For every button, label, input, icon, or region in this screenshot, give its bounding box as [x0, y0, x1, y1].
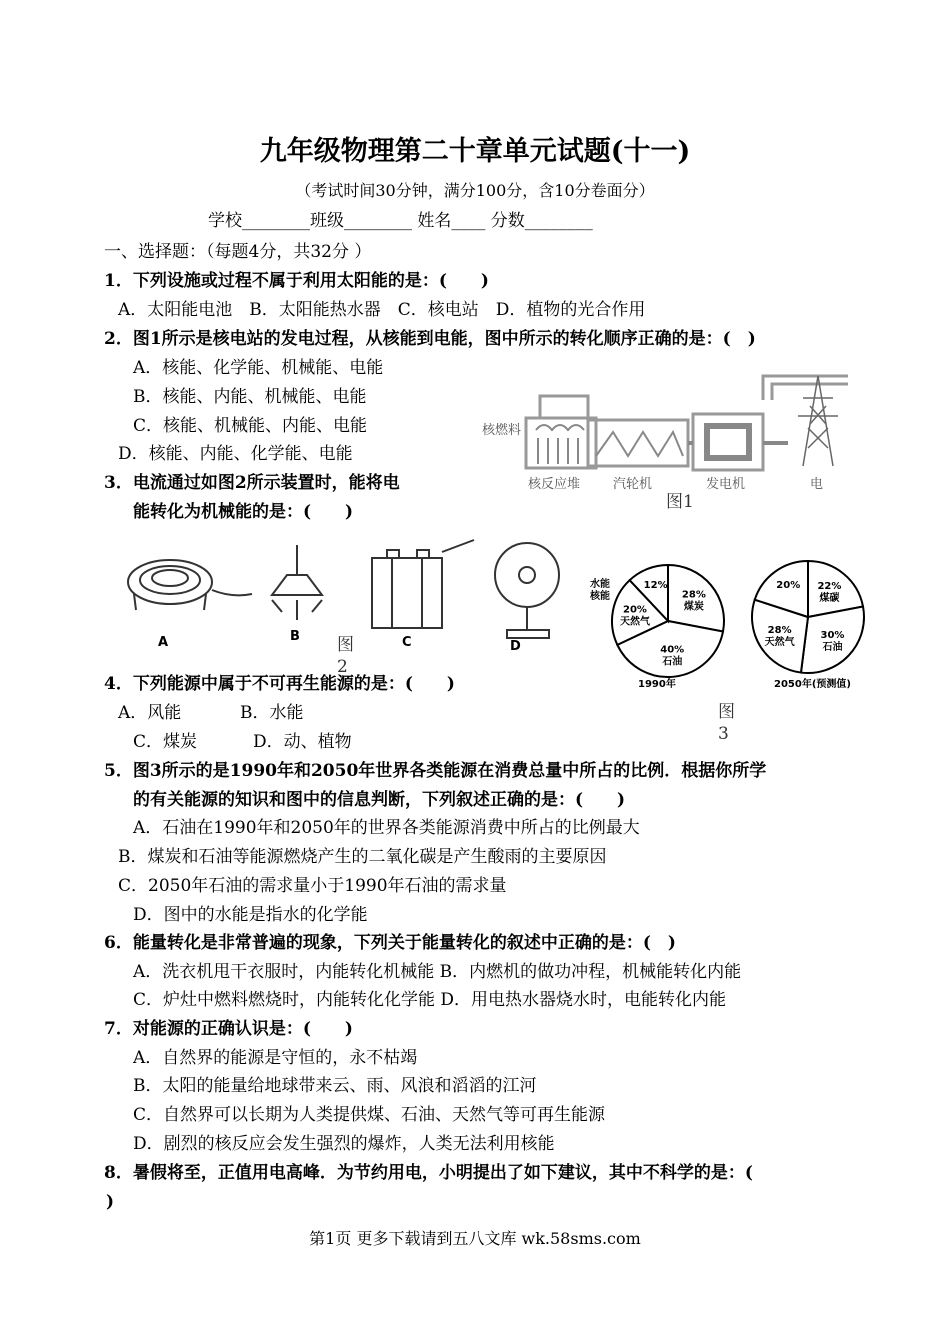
q8-stem-line2: ) — [106, 1192, 115, 1212]
pie2050-slice-2-pct: 28% — [767, 625, 792, 637]
q5-option-b: B．煤炭和石油等能源燃烧产生的二氧化碳是产生酸雨的主要原因 — [118, 847, 607, 867]
pie1990-slice-1-pct: 40% — [660, 644, 685, 656]
pie1990-slice-2-pct: 20% — [623, 604, 647, 616]
pie1990-slice-0-pct: 28% — [681, 589, 706, 601]
figure-3-energy-pies — [588, 555, 878, 695]
fig2-label-a: A — [158, 635, 169, 650]
q5-option-c: C．2050年石油的需求量小于1990年石油的需求量 — [118, 876, 507, 896]
q4-option-c: C．煤炭 — [133, 732, 198, 752]
q8-stem-line1: 8．暑假将至，正值用电高峰．为节约用电，小明提出了如下建议，其中不科学的是：( — [104, 1163, 753, 1183]
pie2050-slice-0-pct: 22% — [817, 581, 842, 593]
fig1-turbine-label: 汽轮机 — [613, 477, 653, 492]
q4-option-b: B．水能 — [240, 703, 304, 723]
q6-options-cd: C．炉灶中燃料燃烧时，内能转化化学能 D．用电热水器烧水时，电能转化内能 — [133, 990, 727, 1010]
exam-subtitle: （考试时间30分钟，满分100分，含10分卷面分） — [295, 181, 655, 200]
fig3-caption-2: 3 — [718, 724, 729, 744]
fig2-caption-2: 2 — [337, 657, 348, 677]
figure-1-nuclear-plant — [478, 368, 858, 496]
q4-stem: 4．下列能源中属于不可再生能源的是：( ) — [104, 674, 455, 694]
pie2050-slice-3-pct: 20% — [776, 579, 801, 591]
section-heading: 一、选择题：（每题4分，共32分 ） — [104, 242, 372, 262]
q6-stem: 6．能量转化是非常普遍的现象，下列关于能量转化的叙述中正确的是：( ) — [104, 933, 676, 953]
q7-option-d: D．剧烈的核反应会发生强烈的爆炸，人类无法利用核能 — [133, 1134, 555, 1154]
pie2050-slice-1-name: 石油 — [822, 642, 843, 654]
fig2-caption-1: 图 — [337, 635, 354, 655]
q7-stem: 7．对能源的正确认识是：( ) — [104, 1019, 353, 1039]
fig2-label-c: C — [402, 635, 412, 650]
pie-chart-2050 — [752, 561, 864, 673]
pie1990-slice-3-pct: 12% — [643, 579, 668, 591]
q1-stem: 1．下列设施或过程不属于利用太阳能的是：( ) — [104, 271, 489, 291]
fig1-reactor-label: 核反应堆 — [528, 477, 581, 492]
pie1990-year-label: 1990年 — [638, 679, 676, 690]
pie-chart-1990 — [612, 565, 724, 677]
fig3-caption-1: 图 — [718, 702, 735, 722]
pie2050-slice-1-pct: 30% — [820, 630, 845, 642]
fig1-fuel-label: 核燃料 — [482, 423, 522, 438]
q7-option-a: A．自然界的能源是守恒的，永不枯竭 — [133, 1048, 418, 1068]
q5-option-a: A．石油在1990年和2050年的世界各类能源消费中所占的比例最大 — [133, 818, 640, 838]
q3-stem-line2: 能转化为机械能的是：( ) — [133, 502, 354, 522]
fig2-label-d: D — [510, 639, 521, 654]
q2-option-c: C．核能、机械能、内能、电能 — [133, 416, 368, 436]
q5-option-d: D．图中的水能是指水的化学能 — [133, 905, 368, 925]
q2-stem: 2．图1所示是核电站的发电过程，从核能到电能，图中所示的转化顺序正确的是：( ) — [104, 329, 756, 349]
q4-option-d: D．动、植物 — [253, 732, 352, 752]
pie1990-hydro-label: 水能 — [590, 579, 610, 590]
page-footer: 第1页 更多下载请到五八文库 wk.58sms.com — [309, 1229, 641, 1248]
q5-stem-line2: 的有关能源的知识和图中的信息判断，下列叙述正确的是：( ) — [133, 790, 626, 810]
fig1-generator-label: 发电机 — [706, 477, 746, 492]
pie1990-slice-1-name: 石油 — [662, 656, 683, 668]
fig2-label-b: B — [290, 629, 300, 644]
pie2050-slice-2-name: 天然气 — [764, 637, 795, 649]
pie2050-year-label: 2050年(预测值) — [774, 679, 851, 690]
q3-stem-line1: 3．电流通过如图2所示装置时，能将电 — [104, 473, 400, 493]
pie1990-slice-2-name: 天然气 — [619, 616, 650, 628]
pie2050-slice-0-name: 煤碳 — [819, 593, 840, 605]
fig1-caption: 图1 — [666, 492, 694, 512]
pie1990-slice-0-name: 煤炭 — [683, 601, 704, 613]
q7-option-b: B．太阳的能量给地球带来云、雨、风浪和滔滔的江河 — [133, 1076, 537, 1096]
q5-stem-line1: 5．图3所示的是1990年和2050年世界各类能源在消费总量中所占的比例．根据你所学 — [104, 761, 767, 781]
q7-option-c: C．自然界可以长期为人类提供煤、石油、天然气等可再生能源 — [133, 1105, 606, 1125]
pie1990-nuclear-label: 核能 — [590, 591, 610, 602]
q6-options-ab: A．洗衣机甩干衣服时，内能转化机械能 B．内燃机的做功冲程，机械能转化内能 — [133, 962, 742, 982]
q1-options: A．太阳能电池 B．太阳能热水器 C．核电站 D．植物的光合作用 — [118, 300, 646, 320]
student-info-line: 学校________班级________ 姓名____ 分数________ — [208, 211, 593, 231]
fig1-electricity-label: 电 — [810, 477, 824, 492]
q4-option-a: A．风能 — [118, 703, 182, 723]
page-title: 九年级物理第二十章单元试题(十一) — [259, 136, 691, 167]
q2-option-d: D．核能、内能、化学能、电能 — [118, 444, 353, 464]
q2-option-b: B．核能、内能、机械能、电能 — [133, 387, 367, 407]
q2-option-a: A．核能、化学能、机械能、电能 — [133, 358, 384, 378]
